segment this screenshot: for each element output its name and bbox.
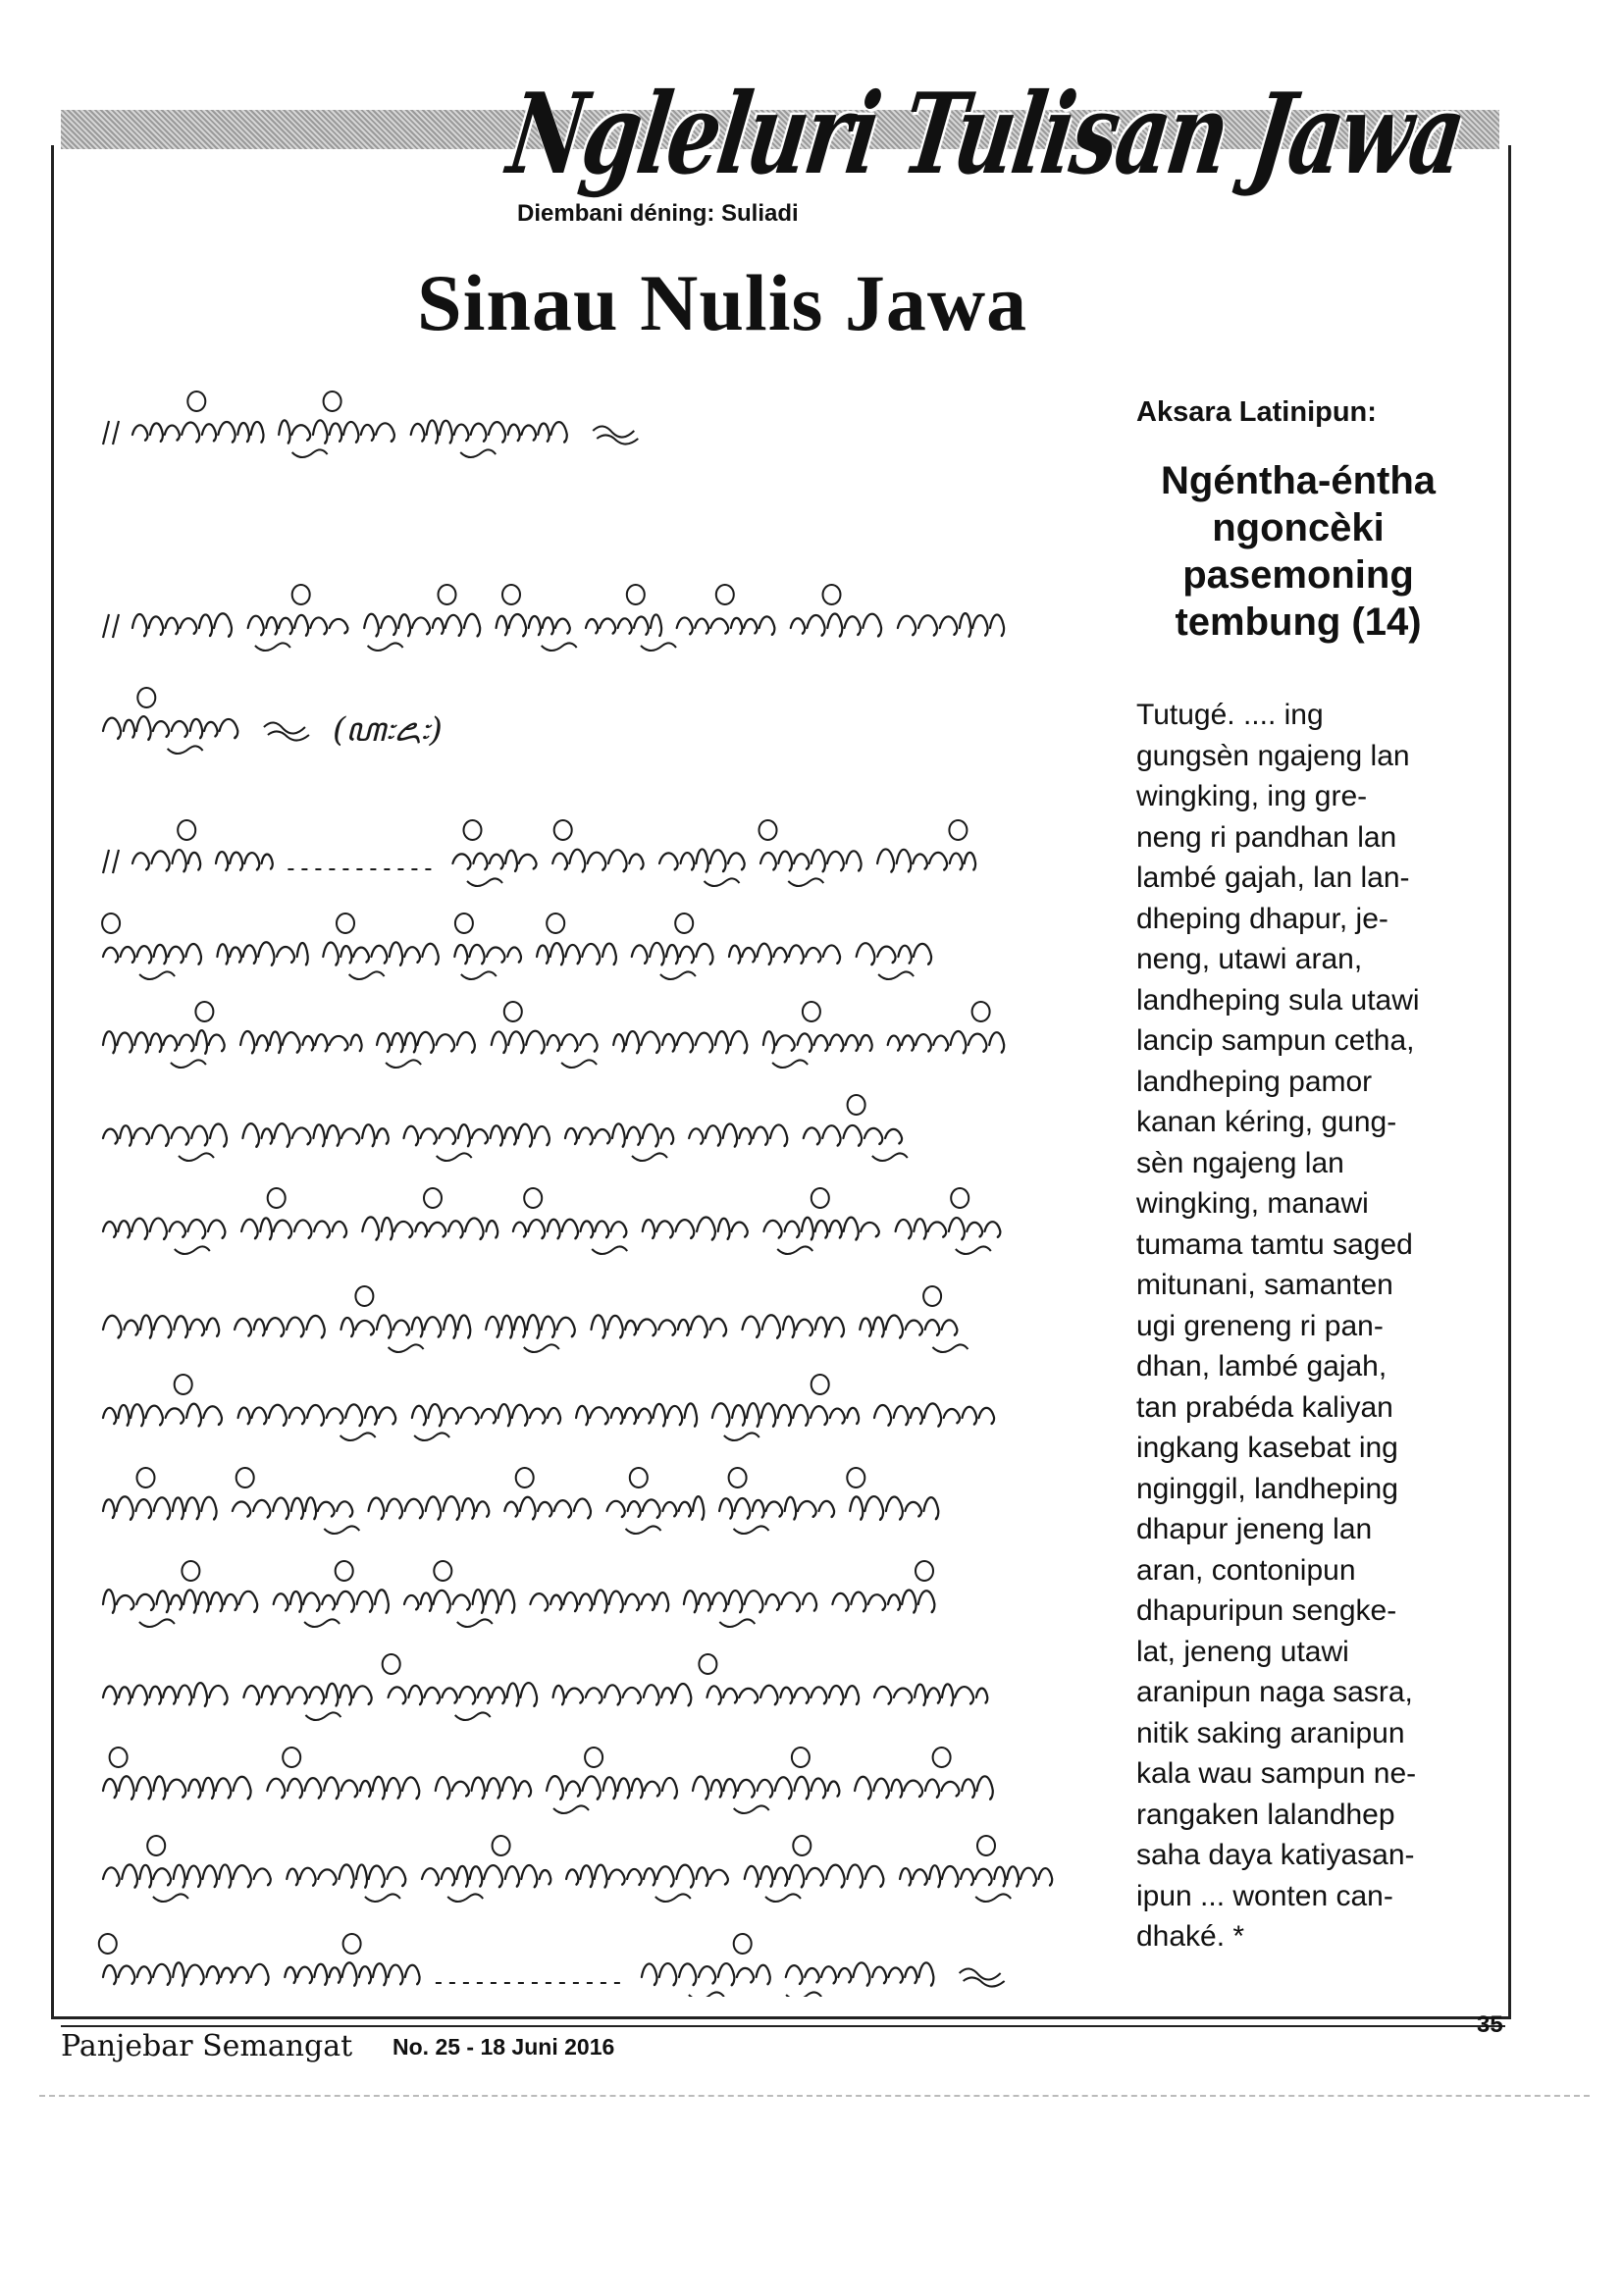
- wulu-mark: [195, 1002, 213, 1021]
- pasangan-mark: [168, 746, 203, 754]
- javanese-word: [422, 1865, 552, 1887]
- issue-info: No. 25 - 18 Juni 2016: [393, 2034, 615, 2060]
- latin-body-line: lambé gajah, lan lan-: [1136, 861, 1410, 894]
- latin-heading: Aksara Latinipun:: [1136, 396, 1377, 428]
- javanese-word: [874, 1403, 996, 1426]
- javanese-word: [238, 1404, 398, 1426]
- pasangan-mark: [765, 1894, 801, 1902]
- latin-body-line: dhapuripun sengke-: [1136, 1594, 1397, 1627]
- javanese-word: [857, 943, 934, 965]
- wulu-mark: [972, 1002, 990, 1021]
- wulu-mark: [547, 913, 564, 933]
- javanese-word: [285, 1962, 422, 1986]
- wulu-mark: [729, 1468, 747, 1487]
- javanese-word: [855, 1776, 995, 1800]
- wulu-mark: [585, 1748, 602, 1767]
- pada-lingsa-mark: [103, 421, 119, 444]
- latin-body-line: aran, contonipun: [1136, 1553, 1356, 1587]
- wulu-mark: [137, 688, 155, 707]
- wulu-mark: [493, 1836, 510, 1855]
- javanese-word: [832, 1591, 936, 1613]
- javanese-word: [103, 1496, 219, 1520]
- javanese-word: [369, 1496, 492, 1520]
- latin-body-line: Tutugé. .... ing: [1136, 699, 1324, 731]
- wulu-mark: [268, 1188, 286, 1208]
- javanese-word: [497, 614, 572, 636]
- pasangan-mark: [179, 1153, 214, 1161]
- pasangan-mark: [305, 1712, 340, 1720]
- javanese-handwriting: [93, 388, 1104, 1997]
- wulu-mark: [504, 1002, 522, 1021]
- javanese-word: [707, 1686, 862, 1705]
- pasangan-mark: [460, 449, 496, 457]
- pasangan-mark: [171, 1060, 206, 1068]
- javanese-word: [504, 1497, 593, 1520]
- pasangan-mark: [340, 1433, 376, 1440]
- javanese-word: [132, 613, 235, 637]
- latin-body-line: ipun ... wonten can-: [1136, 1879, 1393, 1912]
- wulu-mark: [178, 820, 195, 840]
- javanese-word: [412, 1404, 562, 1426]
- pasangan-mark: [872, 1153, 908, 1161]
- pasangan-mark: [632, 1153, 667, 1161]
- latin-body-line: tumama tamtu saged: [1136, 1227, 1413, 1261]
- javanese-word: [850, 1496, 940, 1520]
- wulu-mark: [977, 1836, 995, 1855]
- javanese-word: [404, 1124, 552, 1147]
- wulu-mark: [324, 391, 341, 411]
- latin-body-line: dhapur jeneng lan: [1136, 1513, 1373, 1545]
- wulu-mark: [524, 1188, 542, 1208]
- javanese-script-area: [93, 388, 1104, 1997]
- javanese-word: [287, 1864, 408, 1887]
- pasangan-mark: [139, 971, 175, 979]
- pada-lungsi-mark: [264, 722, 309, 740]
- javanese-word: [454, 945, 523, 964]
- wulu-mark: [812, 1375, 829, 1394]
- pasangan-mark: [878, 971, 914, 979]
- wulu-mark: [502, 585, 520, 604]
- pasangan-mark: [788, 878, 823, 886]
- wulu-mark: [355, 1286, 373, 1306]
- latin-title-line: Ngéntha-éntha: [1161, 459, 1436, 502]
- javanese-word: [486, 1315, 577, 1338]
- wulu-mark: [187, 391, 205, 411]
- javanese-word: [323, 942, 441, 965]
- javanese-word: [341, 1315, 473, 1338]
- javanese-word: [896, 1218, 1003, 1239]
- latin-body-line: wingking, ing gre-: [1136, 780, 1368, 812]
- javanese-word: [103, 1124, 230, 1147]
- javanese-word: [241, 1218, 348, 1239]
- wulu-mark: [847, 1468, 864, 1487]
- wulu-mark: [627, 585, 645, 604]
- javanese-word: [530, 1591, 670, 1613]
- pasangan-mark: [689, 1992, 724, 1997]
- pasangan-mark: [255, 643, 290, 651]
- javanese-word: [860, 1316, 959, 1338]
- javanese-word: [362, 1217, 499, 1239]
- pasangan-mark: [414, 1433, 449, 1440]
- footer-rule: [61, 2025, 1505, 2027]
- javanese-word: [659, 849, 747, 871]
- javanese-word: [279, 420, 397, 444]
- javanese-word: [235, 1316, 328, 1338]
- pasangan-mark: [592, 1246, 627, 1254]
- javanese-word: [874, 1684, 989, 1705]
- javanese-word: [900, 1865, 1054, 1887]
- javanese-word: [132, 850, 202, 871]
- latin-title-line: tembung (14): [1175, 600, 1422, 644]
- pasangan-mark: [349, 971, 385, 979]
- wulu-mark: [933, 1748, 951, 1767]
- latin-body-line: ugi greneng ri pan-: [1136, 1309, 1384, 1342]
- wulu-mark: [292, 585, 310, 604]
- pasangan-mark: [932, 1344, 968, 1352]
- pasangan-mark: [553, 1805, 589, 1813]
- javanese-word: [786, 1962, 936, 1985]
- wulu-mark: [434, 1561, 451, 1581]
- javanese-word: [537, 943, 618, 965]
- latin-body-line: nitik saking aranipun: [1136, 1716, 1405, 1749]
- wulu-mark: [383, 1654, 400, 1674]
- wulu-mark: [110, 1748, 128, 1767]
- javanese-word: [712, 1403, 861, 1427]
- javanese-word: [274, 1590, 391, 1613]
- wulu-mark: [175, 1375, 192, 1394]
- latin-body-line: gungsèn ngajeng lan: [1136, 739, 1410, 772]
- magazine-name: Panjebar Semangat: [61, 2029, 353, 2063]
- pada-lingsa-mark: [103, 850, 119, 873]
- pasangan-mark: [719, 1619, 755, 1627]
- wulu-mark: [759, 820, 777, 840]
- pasangan-mark: [389, 1344, 424, 1352]
- latin-body-line: neng, utawi aran,: [1136, 943, 1363, 975]
- javanese-word: [586, 614, 663, 636]
- pasangan-mark: [734, 1805, 769, 1813]
- pasangan-mark: [153, 1894, 188, 1902]
- javanese-word: [729, 944, 843, 965]
- latin-body-line: mitunani, samanten: [1136, 1269, 1393, 1301]
- latin-body-line: kala wau sampun ne-: [1136, 1757, 1417, 1790]
- wulu-mark: [793, 1836, 811, 1855]
- wulu-mark: [630, 1468, 648, 1487]
- pasangan-mark: [461, 971, 497, 979]
- wulu-mark: [455, 913, 473, 933]
- wulu-mark: [675, 913, 693, 933]
- wulu-mark: [803, 1002, 820, 1021]
- pasangan-mark: [786, 1992, 821, 1997]
- latin-body-line: dhan, lambé gajah,: [1136, 1350, 1387, 1383]
- javanese-word: [693, 1777, 841, 1800]
- latin-body-line: rangaken lalandhep: [1136, 1798, 1395, 1831]
- javanese-word: [103, 1776, 253, 1800]
- latin-body-line: aranipun naga sasra,: [1136, 1676, 1413, 1708]
- pada-lingsa-mark: [103, 614, 119, 638]
- javanese-word: [684, 1591, 818, 1612]
- wulu-mark: [823, 585, 841, 604]
- pasangan-mark: [641, 643, 676, 651]
- javanese-word: [804, 1125, 905, 1146]
- javanese-word: [103, 1590, 260, 1613]
- javanese-word: [103, 1219, 228, 1239]
- latin-body-line: dheping dhapur, je-: [1136, 902, 1388, 935]
- page-number: 35: [1477, 2011, 1503, 2038]
- wulu-mark: [699, 1654, 716, 1674]
- latin-title-line: ngoncèki: [1212, 506, 1385, 549]
- wulu-mark: [923, 1286, 941, 1306]
- javanese-word: [760, 850, 864, 871]
- wulu-mark: [337, 913, 354, 933]
- javanese-word: [103, 944, 203, 965]
- pada-lungsi-mark: [960, 1968, 1005, 1986]
- wulu-mark: [464, 820, 482, 840]
- pasangan-mark: [956, 1246, 991, 1254]
- latin-body-line: ingkang kasebat ing: [1136, 1432, 1398, 1464]
- page-title: Sinau Nulis Jawa: [417, 258, 1028, 347]
- javanese-word: [513, 1220, 629, 1239]
- wulu-mark: [734, 1934, 752, 1954]
- pasangan-mark: [660, 971, 696, 979]
- javanese-word: [103, 1683, 230, 1706]
- wulu-mark: [439, 585, 456, 604]
- javanese-word: [103, 1315, 221, 1337]
- javanese-word: [364, 614, 483, 637]
- pasangan-mark: [561, 1060, 597, 1068]
- latin-body-line: landheping pamor: [1136, 1065, 1373, 1098]
- wulu-mark: [949, 820, 967, 840]
- pasangan-mark: [324, 1526, 359, 1534]
- javanese-word: [791, 614, 884, 637]
- wulu-mark: [812, 1188, 829, 1208]
- javanese-word: [888, 1031, 1007, 1053]
- byline: Diembani déning: Suliadi: [517, 200, 799, 227]
- pasangan-mark: [455, 1712, 491, 1720]
- latin-title: [1136, 457, 1460, 646]
- latin-title-line: pasemoning: [1182, 553, 1414, 597]
- masthead-logo: Ngleluri Tulisan Jawa: [500, 68, 1472, 200]
- javanese-word: [689, 1123, 790, 1146]
- javanese-word: [632, 943, 715, 965]
- javanese-word: [566, 1865, 731, 1888]
- javanese-word: [377, 1032, 478, 1053]
- pasangan-mark: [304, 1619, 340, 1627]
- wulu-mark: [283, 1748, 300, 1767]
- javanese-word: [592, 1315, 729, 1338]
- wulu-mark: [147, 1836, 165, 1855]
- pasangan-mark: [447, 1894, 483, 1902]
- latin-body-line: nginggil, landheping: [1136, 1472, 1398, 1505]
- wulu-mark: [424, 1188, 442, 1208]
- latin-body-line: landheping sula utawi: [1136, 983, 1420, 1017]
- javanese-word: [643, 1218, 751, 1240]
- javanese-word: [565, 1123, 675, 1146]
- javanese-word: [547, 1776, 679, 1800]
- wulu-mark: [916, 1561, 933, 1581]
- javanese-word: [242, 1123, 390, 1147]
- javanese-word: [103, 1864, 273, 1887]
- javanese-word: [103, 1030, 227, 1054]
- pasangan-mark: [777, 1246, 812, 1254]
- pasangan-mark: [365, 1894, 400, 1902]
- javanese-word: [103, 1404, 225, 1427]
- latin-body: [1136, 695, 1466, 1957]
- javanese-word: [763, 1218, 881, 1240]
- pasangan-mark: [292, 449, 328, 457]
- javanese-word: [216, 852, 275, 870]
- wulu-mark: [336, 1561, 353, 1581]
- latin-body-line: sèn ngajeng lan: [1136, 1146, 1344, 1179]
- pasangan-mark: [467, 878, 502, 886]
- pada-lungsi-mark: [593, 426, 638, 444]
- latin-body-line: wingking, manawi: [1136, 1187, 1369, 1220]
- javanese-word: [743, 1315, 847, 1338]
- javanese-word: [217, 942, 309, 965]
- wulu-mark: [792, 1748, 810, 1767]
- latin-body-line: tan prabéda kaliyan: [1136, 1390, 1393, 1424]
- pasangan-mark: [524, 1344, 559, 1352]
- pasangan-mark: [724, 1433, 759, 1440]
- wulu-mark: [343, 1934, 361, 1954]
- javanese-word: [607, 1496, 706, 1520]
- wulu-mark: [716, 585, 734, 604]
- javanese-word: [404, 1590, 516, 1613]
- pasangan-mark: [626, 1526, 661, 1534]
- javanese-word: [553, 1684, 694, 1705]
- scan-edge-line: [39, 2095, 1590, 2097]
- pasangan-mark: [975, 1894, 1011, 1902]
- pasangan-mark: [655, 1894, 691, 1902]
- pasangan-mark: [386, 1060, 421, 1068]
- wulu-mark: [236, 1468, 254, 1487]
- pasangan-mark: [368, 643, 403, 651]
- javanese-word: [103, 716, 240, 740]
- pasangan-mark: [457, 1619, 493, 1627]
- latin-body-line: dhaké. *: [1136, 1920, 1245, 1953]
- javanese-word: [411, 420, 570, 443]
- javanese-word: [492, 1031, 600, 1054]
- javanese-word: [763, 1031, 874, 1053]
- pasangan-mark: [734, 1526, 769, 1534]
- javanese-word: [677, 616, 777, 635]
- javanese-word: [233, 1497, 355, 1519]
- javanese-word: [243, 1684, 374, 1706]
- javanese-word: [132, 422, 265, 443]
- javanese-word: [719, 1497, 836, 1520]
- javanese-word: [898, 613, 1006, 637]
- wulu-mark: [137, 1468, 155, 1487]
- pasangan-mark: [772, 1060, 808, 1068]
- javanese-word: [877, 849, 977, 871]
- pasangan-mark: [542, 643, 577, 651]
- javanese-word: [642, 1963, 772, 1985]
- pasangan-mark: [705, 878, 740, 886]
- pasangan-mark: [175, 1246, 210, 1254]
- wulu-mark: [182, 1561, 199, 1581]
- wulu-mark: [102, 913, 120, 933]
- wulu-mark: [554, 820, 572, 840]
- wulu-mark: [516, 1468, 534, 1487]
- javanese-word: [240, 1031, 363, 1053]
- latin-body-line: saha daya katiyasan-: [1136, 1839, 1415, 1871]
- latin-body-line: lat, jeneng utawi: [1136, 1635, 1349, 1668]
- latin-body-line: lancip sampun cetha,: [1136, 1024, 1415, 1057]
- javanese-number: (ꦲ꧇꧖꧇): [332, 710, 443, 750]
- javanese-word: [576, 1403, 699, 1426]
- pasangan-mark: [437, 1153, 472, 1161]
- latin-body-line: kanan kéring, gung-: [1136, 1106, 1397, 1138]
- javanese-word: [436, 1777, 533, 1799]
- wulu-mark: [99, 1934, 117, 1954]
- javanese-word: [452, 851, 539, 871]
- javanese-word: [552, 850, 646, 872]
- wulu-mark: [951, 1188, 969, 1208]
- javanese-word: [389, 1683, 540, 1706]
- javanese-word: [248, 615, 351, 636]
- javanese-word: [745, 1864, 886, 1887]
- javanese-word: [613, 1031, 750, 1053]
- pasangan-mark: [139, 1619, 175, 1627]
- javanese-word: [267, 1777, 422, 1800]
- wulu-mark: [848, 1095, 865, 1115]
- javanese-word: [103, 1962, 271, 1986]
- latin-body-line: neng ri pandhan lan: [1136, 820, 1397, 854]
